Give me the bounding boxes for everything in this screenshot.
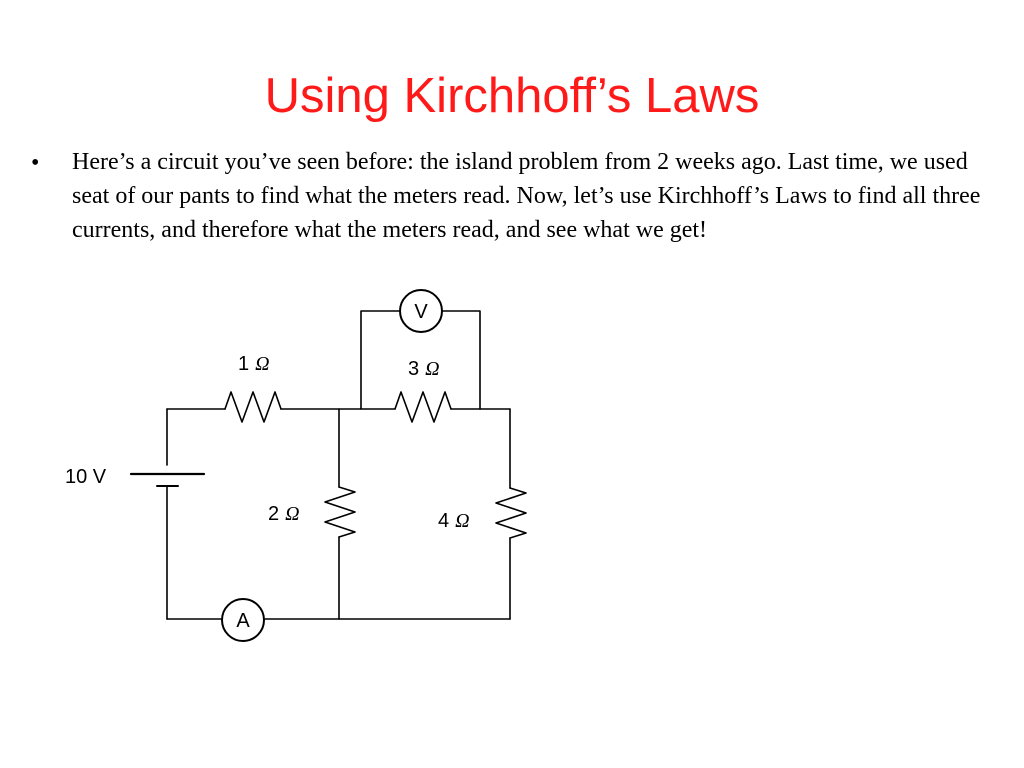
r4-label [438, 510, 470, 532]
r2-unit: Ω [285, 503, 300, 525]
r1-unit: Ω [255, 353, 270, 375]
r4-unit: Ω [455, 510, 470, 532]
slide-title: Using Kirchhoff’s Laws [264, 69, 760, 123]
r3-unit: Ω [425, 358, 440, 380]
wire-voltmeter-right [443, 311, 480, 409]
r1-label [238, 353, 270, 375]
r4-value: 4 [438, 510, 450, 532]
resistor-2 [325, 487, 355, 537]
battery-label: 10 V [65, 466, 107, 488]
r3-value: 3 [408, 358, 420, 380]
r3-label [408, 358, 440, 380]
r2-label [268, 503, 300, 525]
resistor-4 [496, 488, 526, 538]
r2-value: 2 [268, 503, 280, 525]
bullet-text: Here’s a circuit you’ve seen before: the island problem from 2 weeks ago. Last time, we used seat of our pants to find what the meters read. Now, let’s use Kirchhoff’s Laws to find all three currents, and therefore what the meters read, and see what we get! [72, 149, 981, 243]
resistor-3 [395, 392, 451, 422]
r1-value: 1 [238, 353, 250, 375]
resistor-1 [225, 392, 281, 422]
voltmeter-label: V [414, 301, 428, 323]
wire-voltmeter-left [361, 311, 399, 409]
ammeter [222, 599, 264, 641]
voltmeter [400, 290, 442, 332]
ammeter-label: A [236, 610, 250, 632]
bullet-marker: • [31, 150, 40, 176]
